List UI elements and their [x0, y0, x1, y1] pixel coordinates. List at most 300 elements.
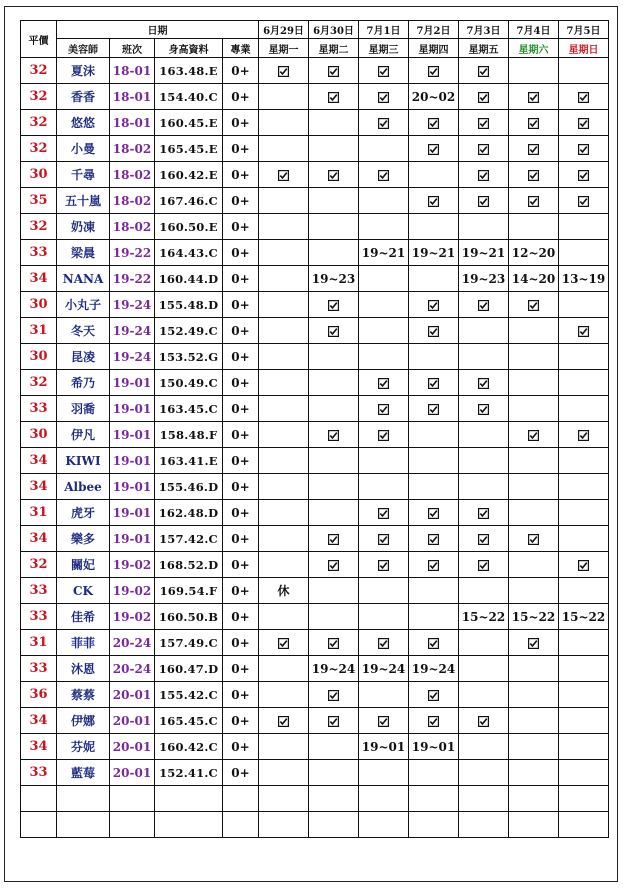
- day-cell: [559, 84, 609, 110]
- checkbox-checked-icon: [328, 716, 339, 727]
- day-cell: [309, 214, 359, 240]
- day-cell: [259, 760, 309, 786]
- empty-cell: [509, 812, 559, 838]
- date-header-4: 7月3日: [459, 21, 509, 39]
- profession-cell: 0+: [223, 344, 259, 370]
- day-cell: [259, 266, 309, 292]
- height-cell: 152.49.C: [155, 318, 223, 344]
- day-cell: [459, 370, 509, 396]
- height-cell: 157.42.C: [155, 526, 223, 552]
- score-cell: 30: [21, 422, 57, 448]
- checkbox-checked-icon: [528, 144, 539, 155]
- empty-cell: [359, 812, 409, 838]
- stylist-name: 羽喬: [57, 396, 110, 422]
- checkbox-checked-icon: [428, 196, 439, 207]
- shift-cell: 20-01: [110, 734, 155, 760]
- height-cell: 160.42.E: [155, 162, 223, 188]
- day-cell: [459, 136, 509, 162]
- day-cell: [409, 188, 459, 214]
- day-cell: [559, 578, 609, 604]
- empty-cell: [57, 812, 110, 838]
- empty-cell: [409, 786, 459, 812]
- day-cell: [259, 734, 309, 760]
- day-cell: [459, 474, 509, 500]
- day-cell: [309, 344, 359, 370]
- shift-cell: 18-02: [110, 162, 155, 188]
- checkbox-checked-icon: [528, 430, 539, 441]
- day-cell: [559, 448, 609, 474]
- shift-cell: 19-01: [110, 448, 155, 474]
- stylist-name: 芬妮: [57, 734, 110, 760]
- shift-cell: 20-24: [110, 630, 155, 656]
- day-cell: [509, 500, 559, 526]
- checkbox-checked-icon: [328, 560, 339, 571]
- day-cell: 20~02: [409, 84, 459, 110]
- day-cell: [309, 318, 359, 344]
- day-cell: [259, 448, 309, 474]
- checkbox-checked-icon: [428, 690, 439, 701]
- profession-cell: 0+: [223, 188, 259, 214]
- table-row: [21, 552, 609, 578]
- score-cell: 34: [21, 526, 57, 552]
- day-cell: [509, 162, 559, 188]
- checkbox-checked-icon: [278, 716, 289, 727]
- day-cell: [309, 422, 359, 448]
- day-cell: [359, 578, 409, 604]
- day-cell: [359, 214, 409, 240]
- day-cell: [459, 292, 509, 318]
- day-cell: 12~20: [509, 240, 559, 266]
- day-cell: [409, 474, 459, 500]
- day-cell: [409, 552, 459, 578]
- table-row: [21, 188, 609, 214]
- height-cell: 165.45.C: [155, 708, 223, 734]
- checkbox-checked-icon: [378, 118, 389, 129]
- day-cell: [309, 526, 359, 552]
- height-cell: 160.50.E: [155, 214, 223, 240]
- empty-cell: [110, 812, 155, 838]
- day-cell: [459, 448, 509, 474]
- table-row: [21, 318, 609, 344]
- checkbox-checked-icon: [378, 638, 389, 649]
- table-row: [21, 682, 609, 708]
- day-cell: [409, 318, 459, 344]
- checkbox-checked-icon: [478, 560, 489, 571]
- table-row: [21, 162, 609, 188]
- profession-cell: 0+: [223, 656, 259, 682]
- day-cell: 19~23: [309, 266, 359, 292]
- height-cell: 160.42.C: [155, 734, 223, 760]
- day-cell: [559, 292, 609, 318]
- profession-cell: 0+: [223, 84, 259, 110]
- checkbox-checked-icon: [428, 326, 439, 337]
- stylist-name: 樂多: [57, 526, 110, 552]
- day-cell: [309, 110, 359, 136]
- day-cell: [509, 344, 559, 370]
- height-cell: 163.41.E: [155, 448, 223, 474]
- table-row: [21, 760, 609, 786]
- empty-cell: [155, 812, 223, 838]
- day-cell: [259, 370, 309, 396]
- checkbox-checked-icon: [478, 196, 489, 207]
- table-row: [21, 500, 609, 526]
- empty-cell: [110, 786, 155, 812]
- day-cell: [409, 110, 459, 136]
- checkbox-checked-icon: [428, 638, 439, 649]
- day-cell: [359, 162, 409, 188]
- stylist-name: 小丸子: [57, 292, 110, 318]
- day-cell: [309, 474, 359, 500]
- checkbox-checked-icon: [528, 92, 539, 103]
- checkbox-checked-icon: [478, 170, 489, 181]
- day-cell: [259, 604, 309, 630]
- day-cell: [259, 422, 309, 448]
- day-cell: [409, 344, 459, 370]
- day-cell: [459, 578, 509, 604]
- day-cell: [559, 162, 609, 188]
- score-cell: 34: [21, 474, 57, 500]
- checkbox-checked-icon: [578, 170, 589, 181]
- day-cell: [459, 422, 509, 448]
- date-header-6: 7月5日: [559, 21, 609, 39]
- empty-cell: [309, 812, 359, 838]
- column-header-height: 身高資料: [155, 39, 223, 58]
- day-cell: [409, 604, 459, 630]
- day-cell: [509, 422, 559, 448]
- day-cell: [559, 500, 609, 526]
- height-cell: 150.49.C: [155, 370, 223, 396]
- weekday-header-3: 星期四: [409, 39, 459, 58]
- day-cell: [309, 552, 359, 578]
- day-cell: [259, 84, 309, 110]
- shift-cell: 19-24: [110, 318, 155, 344]
- day-cell: [509, 58, 559, 84]
- day-cell: [559, 734, 609, 760]
- height-cell: 160.47.D: [155, 656, 223, 682]
- day-cell: [459, 318, 509, 344]
- day-cell: [459, 344, 509, 370]
- day-cell: [309, 240, 359, 266]
- score-cell: 32: [21, 58, 57, 84]
- day-cell: [559, 396, 609, 422]
- profession-cell: 0+: [223, 630, 259, 656]
- day-cell: [459, 682, 509, 708]
- checkbox-checked-icon: [428, 300, 439, 311]
- day-cell: [509, 136, 559, 162]
- profession-cell: 0+: [223, 578, 259, 604]
- day-cell: [459, 760, 509, 786]
- height-cell: 163.48.E: [155, 58, 223, 84]
- profession-cell: 0+: [223, 448, 259, 474]
- day-cell: [359, 448, 409, 474]
- table-row: [21, 344, 609, 370]
- day-cell: [509, 448, 559, 474]
- day-cell: [509, 474, 559, 500]
- empty-cell: [409, 812, 459, 838]
- stylist-name: 梁晨: [57, 240, 110, 266]
- shift-cell: 19-01: [110, 526, 155, 552]
- score-cell: 33: [21, 656, 57, 682]
- score-cell: 33: [21, 240, 57, 266]
- day-cell: [259, 708, 309, 734]
- checkbox-checked-icon: [328, 92, 339, 103]
- day-cell: [509, 578, 559, 604]
- day-cell: [409, 682, 459, 708]
- stylist-name: 關妃: [57, 552, 110, 578]
- checkbox-checked-icon: [428, 404, 439, 415]
- day-cell: [409, 578, 459, 604]
- table-row: [21, 578, 609, 604]
- checkbox-checked-icon: [378, 430, 389, 441]
- stylist-name: KIWI: [57, 448, 110, 474]
- shift-cell: 19-22: [110, 240, 155, 266]
- day-cell: [309, 370, 359, 396]
- checkbox-checked-icon: [478, 534, 489, 545]
- checkbox-checked-icon: [328, 300, 339, 311]
- shift-cell: 19-01: [110, 474, 155, 500]
- day-cell: [559, 214, 609, 240]
- stylist-name: CK: [57, 578, 110, 604]
- day-cell: [259, 344, 309, 370]
- day-cell: [409, 266, 459, 292]
- table-row: [21, 396, 609, 422]
- empty-cell: [309, 786, 359, 812]
- height-cell: 160.45.E: [155, 110, 223, 136]
- day-cell: [559, 344, 609, 370]
- day-cell: [509, 318, 559, 344]
- height-cell: 163.45.C: [155, 396, 223, 422]
- day-cell: [409, 136, 459, 162]
- height-cell: 164.43.C: [155, 240, 223, 266]
- day-cell: [309, 604, 359, 630]
- height-cell: 153.52.G: [155, 344, 223, 370]
- shift-cell: 18-02: [110, 188, 155, 214]
- score-cell: 30: [21, 344, 57, 370]
- day-cell: [409, 708, 459, 734]
- shift-cell: 18-01: [110, 58, 155, 84]
- table-row: [21, 448, 609, 474]
- day-cell: [309, 760, 359, 786]
- checkbox-checked-icon: [378, 92, 389, 103]
- score-cell: 30: [21, 292, 57, 318]
- day-cell: [309, 162, 359, 188]
- shift-cell: 20-01: [110, 708, 155, 734]
- day-cell: [359, 344, 409, 370]
- stylist-name: 蔡蔡: [57, 682, 110, 708]
- height-cell: 155.46.D: [155, 474, 223, 500]
- score-cell: 32: [21, 370, 57, 396]
- checkbox-checked-icon: [328, 690, 339, 701]
- table-row: [21, 734, 609, 760]
- stylist-name: 佳希: [57, 604, 110, 630]
- day-cell: [409, 58, 459, 84]
- column-header-stylist: 美容師: [57, 39, 110, 58]
- score-cell: 35: [21, 188, 57, 214]
- checkbox-checked-icon: [328, 638, 339, 649]
- day-cell: [509, 734, 559, 760]
- checkbox-checked-icon: [378, 170, 389, 181]
- day-cell: 19~24: [359, 656, 409, 682]
- day-cell: [509, 84, 559, 110]
- day-cell: [309, 292, 359, 318]
- checkbox-checked-icon: [278, 638, 289, 649]
- checkbox-checked-icon: [478, 92, 489, 103]
- day-cell: [459, 214, 509, 240]
- day-cell: 19~01: [359, 734, 409, 760]
- day-cell: 19~21: [359, 240, 409, 266]
- empty-cell: [359, 786, 409, 812]
- shift-cell: 19-02: [110, 578, 155, 604]
- score-cell: 34: [21, 708, 57, 734]
- height-cell: 167.46.C: [155, 188, 223, 214]
- day-cell: [559, 58, 609, 84]
- day-cell: [409, 370, 459, 396]
- day-cell: [359, 58, 409, 84]
- checkbox-checked-icon: [578, 560, 589, 571]
- score-cell: 33: [21, 396, 57, 422]
- column-header-shift: 班次: [110, 39, 155, 58]
- stylist-name: 夏沫: [57, 58, 110, 84]
- checkbox-checked-icon: [378, 534, 389, 545]
- checkbox-checked-icon: [528, 118, 539, 129]
- checkbox-checked-icon: [428, 144, 439, 155]
- weekday-header-4: 星期五: [459, 39, 509, 58]
- checkbox-checked-icon: [478, 378, 489, 389]
- profession-cell: 0+: [223, 422, 259, 448]
- table-row: [21, 656, 609, 682]
- shift-cell: 18-02: [110, 214, 155, 240]
- day-cell: [359, 110, 409, 136]
- profession-cell: 0+: [223, 474, 259, 500]
- day-cell: [259, 682, 309, 708]
- day-cell: 15~22: [559, 604, 609, 630]
- stylist-name: 悠悠: [57, 110, 110, 136]
- stylist-name: 香香: [57, 84, 110, 110]
- header-row-dates: [21, 21, 609, 39]
- day-cell: [459, 708, 509, 734]
- day-cell: [359, 708, 409, 734]
- weekday-header-sunday: 星期日: [559, 39, 609, 58]
- height-cell: 162.48.D: [155, 500, 223, 526]
- day-cell: [259, 162, 309, 188]
- score-cell: 32: [21, 552, 57, 578]
- table-row: [21, 526, 609, 552]
- day-cell: [509, 292, 559, 318]
- checkbox-checked-icon: [378, 560, 389, 571]
- day-cell: 19~24: [309, 656, 359, 682]
- stylist-name: 冬天: [57, 318, 110, 344]
- day-cell: [259, 240, 309, 266]
- day-cell: [259, 214, 309, 240]
- checkbox-checked-icon: [428, 508, 439, 519]
- table-row: [21, 422, 609, 448]
- shift-cell: 19-01: [110, 396, 155, 422]
- profession-cell: 0+: [223, 58, 259, 84]
- table-row: [21, 110, 609, 136]
- day-cell: 13~19: [559, 266, 609, 292]
- day-cell: [459, 84, 509, 110]
- shift-cell: 20-01: [110, 760, 155, 786]
- checkbox-checked-icon: [528, 170, 539, 181]
- profession-cell: 0+: [223, 162, 259, 188]
- day-cell: [459, 162, 509, 188]
- day-cell: [459, 656, 509, 682]
- stylist-name: 藍莓: [57, 760, 110, 786]
- profession-cell: 0+: [223, 266, 259, 292]
- empty-cell: [259, 812, 309, 838]
- day-cell: [509, 370, 559, 396]
- stylist-name: 千尋: [57, 162, 110, 188]
- day-cell: 休: [259, 578, 309, 604]
- score-cell: 34: [21, 448, 57, 474]
- day-cell: [259, 474, 309, 500]
- day-cell: [309, 84, 359, 110]
- profession-cell: 0+: [223, 136, 259, 162]
- day-cell: [459, 110, 509, 136]
- day-cell: [409, 214, 459, 240]
- day-cell: [359, 136, 409, 162]
- empty-row: [21, 786, 609, 812]
- profession-cell: 0+: [223, 110, 259, 136]
- day-cell: [509, 656, 559, 682]
- weekday-header-saturday: 星期六: [509, 39, 559, 58]
- height-cell: 158.48.F: [155, 422, 223, 448]
- score-cell: 32: [21, 136, 57, 162]
- profession-cell: 0+: [223, 292, 259, 318]
- checkbox-checked-icon: [378, 716, 389, 727]
- profession-cell: 0+: [223, 760, 259, 786]
- day-cell: [359, 292, 409, 318]
- height-cell: 155.42.C: [155, 682, 223, 708]
- day-cell: [359, 526, 409, 552]
- empty-cell: [57, 786, 110, 812]
- day-cell: [409, 760, 459, 786]
- height-cell: 152.41.C: [155, 760, 223, 786]
- profession-cell: 0+: [223, 734, 259, 760]
- checkbox-checked-icon: [578, 196, 589, 207]
- weekday-header-1: 星期二: [309, 39, 359, 58]
- day-cell: 19~21: [459, 240, 509, 266]
- stylist-name: 小曼: [57, 136, 110, 162]
- score-cell: 33: [21, 578, 57, 604]
- checkbox-checked-icon: [328, 430, 339, 441]
- day-cell: [359, 604, 409, 630]
- day-cell: 19~01: [409, 734, 459, 760]
- score-cell: 31: [21, 630, 57, 656]
- empty-cell: [559, 812, 609, 838]
- checkbox-checked-icon: [278, 170, 289, 181]
- profession-cell: 0+: [223, 526, 259, 552]
- height-cell: 165.45.E: [155, 136, 223, 162]
- day-cell: [559, 318, 609, 344]
- date-header-5: 7月4日: [509, 21, 559, 39]
- shift-cell: 18-01: [110, 110, 155, 136]
- height-cell: 157.49.C: [155, 630, 223, 656]
- day-cell: [309, 578, 359, 604]
- day-cell: [359, 266, 409, 292]
- day-cell: [509, 682, 559, 708]
- checkbox-checked-icon: [428, 378, 439, 389]
- day-cell: [359, 318, 409, 344]
- empty-cell: [223, 812, 259, 838]
- profession-cell: 0+: [223, 370, 259, 396]
- checkbox-checked-icon: [428, 118, 439, 129]
- empty-cell: [509, 786, 559, 812]
- day-cell: [459, 734, 509, 760]
- checkbox-checked-icon: [528, 196, 539, 207]
- day-cell: [309, 136, 359, 162]
- day-cell: [559, 526, 609, 552]
